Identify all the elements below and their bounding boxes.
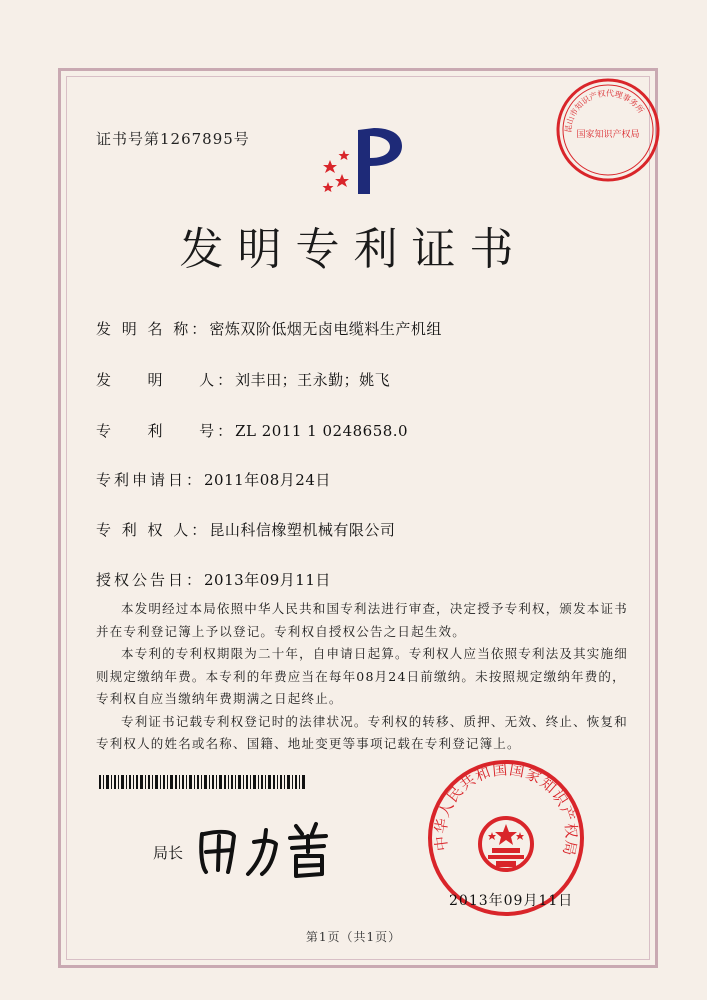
barcode (99, 775, 306, 789)
svg-text:中华人民共和国国家知识产权局 (432, 760, 581, 858)
patent-office-logo (318, 122, 412, 202)
field-value: 2011年08月24日 (204, 471, 331, 489)
field-inventors (96, 369, 390, 390)
body-text (96, 598, 632, 756)
field-label: 专 利 号： (96, 422, 236, 440)
field-value: 2013年09月11日 (204, 571, 331, 589)
field-value: 刘丰田；王永勤；姚飞 (235, 371, 391, 389)
page-number: 第1页（共1页） (305, 930, 402, 944)
certificate-number: 证书号第1267895号 (96, 130, 250, 148)
director-signature (192, 812, 352, 882)
field-grant-date (96, 569, 331, 590)
agency-seal (553, 75, 663, 185)
field-label: 发 明 名 称： (96, 320, 210, 338)
field-application-date (96, 469, 331, 490)
field-label: 专 利 权 人： (96, 521, 210, 539)
agency-seal-inner-text: 国家知识产权局 (576, 130, 640, 140)
agency-seal-text: 昆山市知识产权代理事务所 (563, 88, 646, 134)
field-patent-number (96, 420, 408, 441)
issue-date: 2013年09月11日 (449, 893, 574, 909)
field-label: 专利申请日： (96, 471, 205, 489)
field-label: 发 明 人： (96, 371, 236, 389)
paragraph-record: 专利证书记载专利权登记时的法律状况。专利权的转移、质押、无效、终止、恢复和专利权人的姓名或名称、国籍、地址变更等事项记载在专利登记簿上。 (96, 713, 628, 751)
certificate-title: 发明专利证书 (179, 224, 528, 275)
paragraph-grant: 本发明经过本局依照中华人民共和国专利法进行审查，决定授予专利权，颁发本证书并在专利登记簿上予以登记。专利权自授权公告之日起生效。 (96, 601, 628, 639)
field-value: 昆山科信橡塑机械有限公司 (209, 521, 396, 539)
paragraph-term: 本专利的专利权期限为二十年，自申请日起算。专利权人应当依照专利法及其实施细则规定缴纳年费。本专利的年费应当在每年08月24日前缴纳。未按照规定缴纳年费的，专利权自应当缴纳年费期满之日起终止。 (96, 646, 628, 706)
field-patentee (96, 519, 395, 540)
field-value: 密炼双阶低烟无卤电缆料生产机组 (209, 320, 442, 338)
field-value: ZL 2011 1 0248658.0 (235, 422, 409, 440)
national-seal-text: 中华人民共和国国家知识产权局 (431, 760, 581, 859)
signature-label: 局长 (153, 844, 184, 862)
national-emblem-icon (480, 818, 532, 870)
svg-text:昆山市知识产权代理事务所 (564, 88, 646, 133)
field-label: 授权公告日： (96, 571, 205, 589)
field-invention-name (96, 318, 442, 339)
